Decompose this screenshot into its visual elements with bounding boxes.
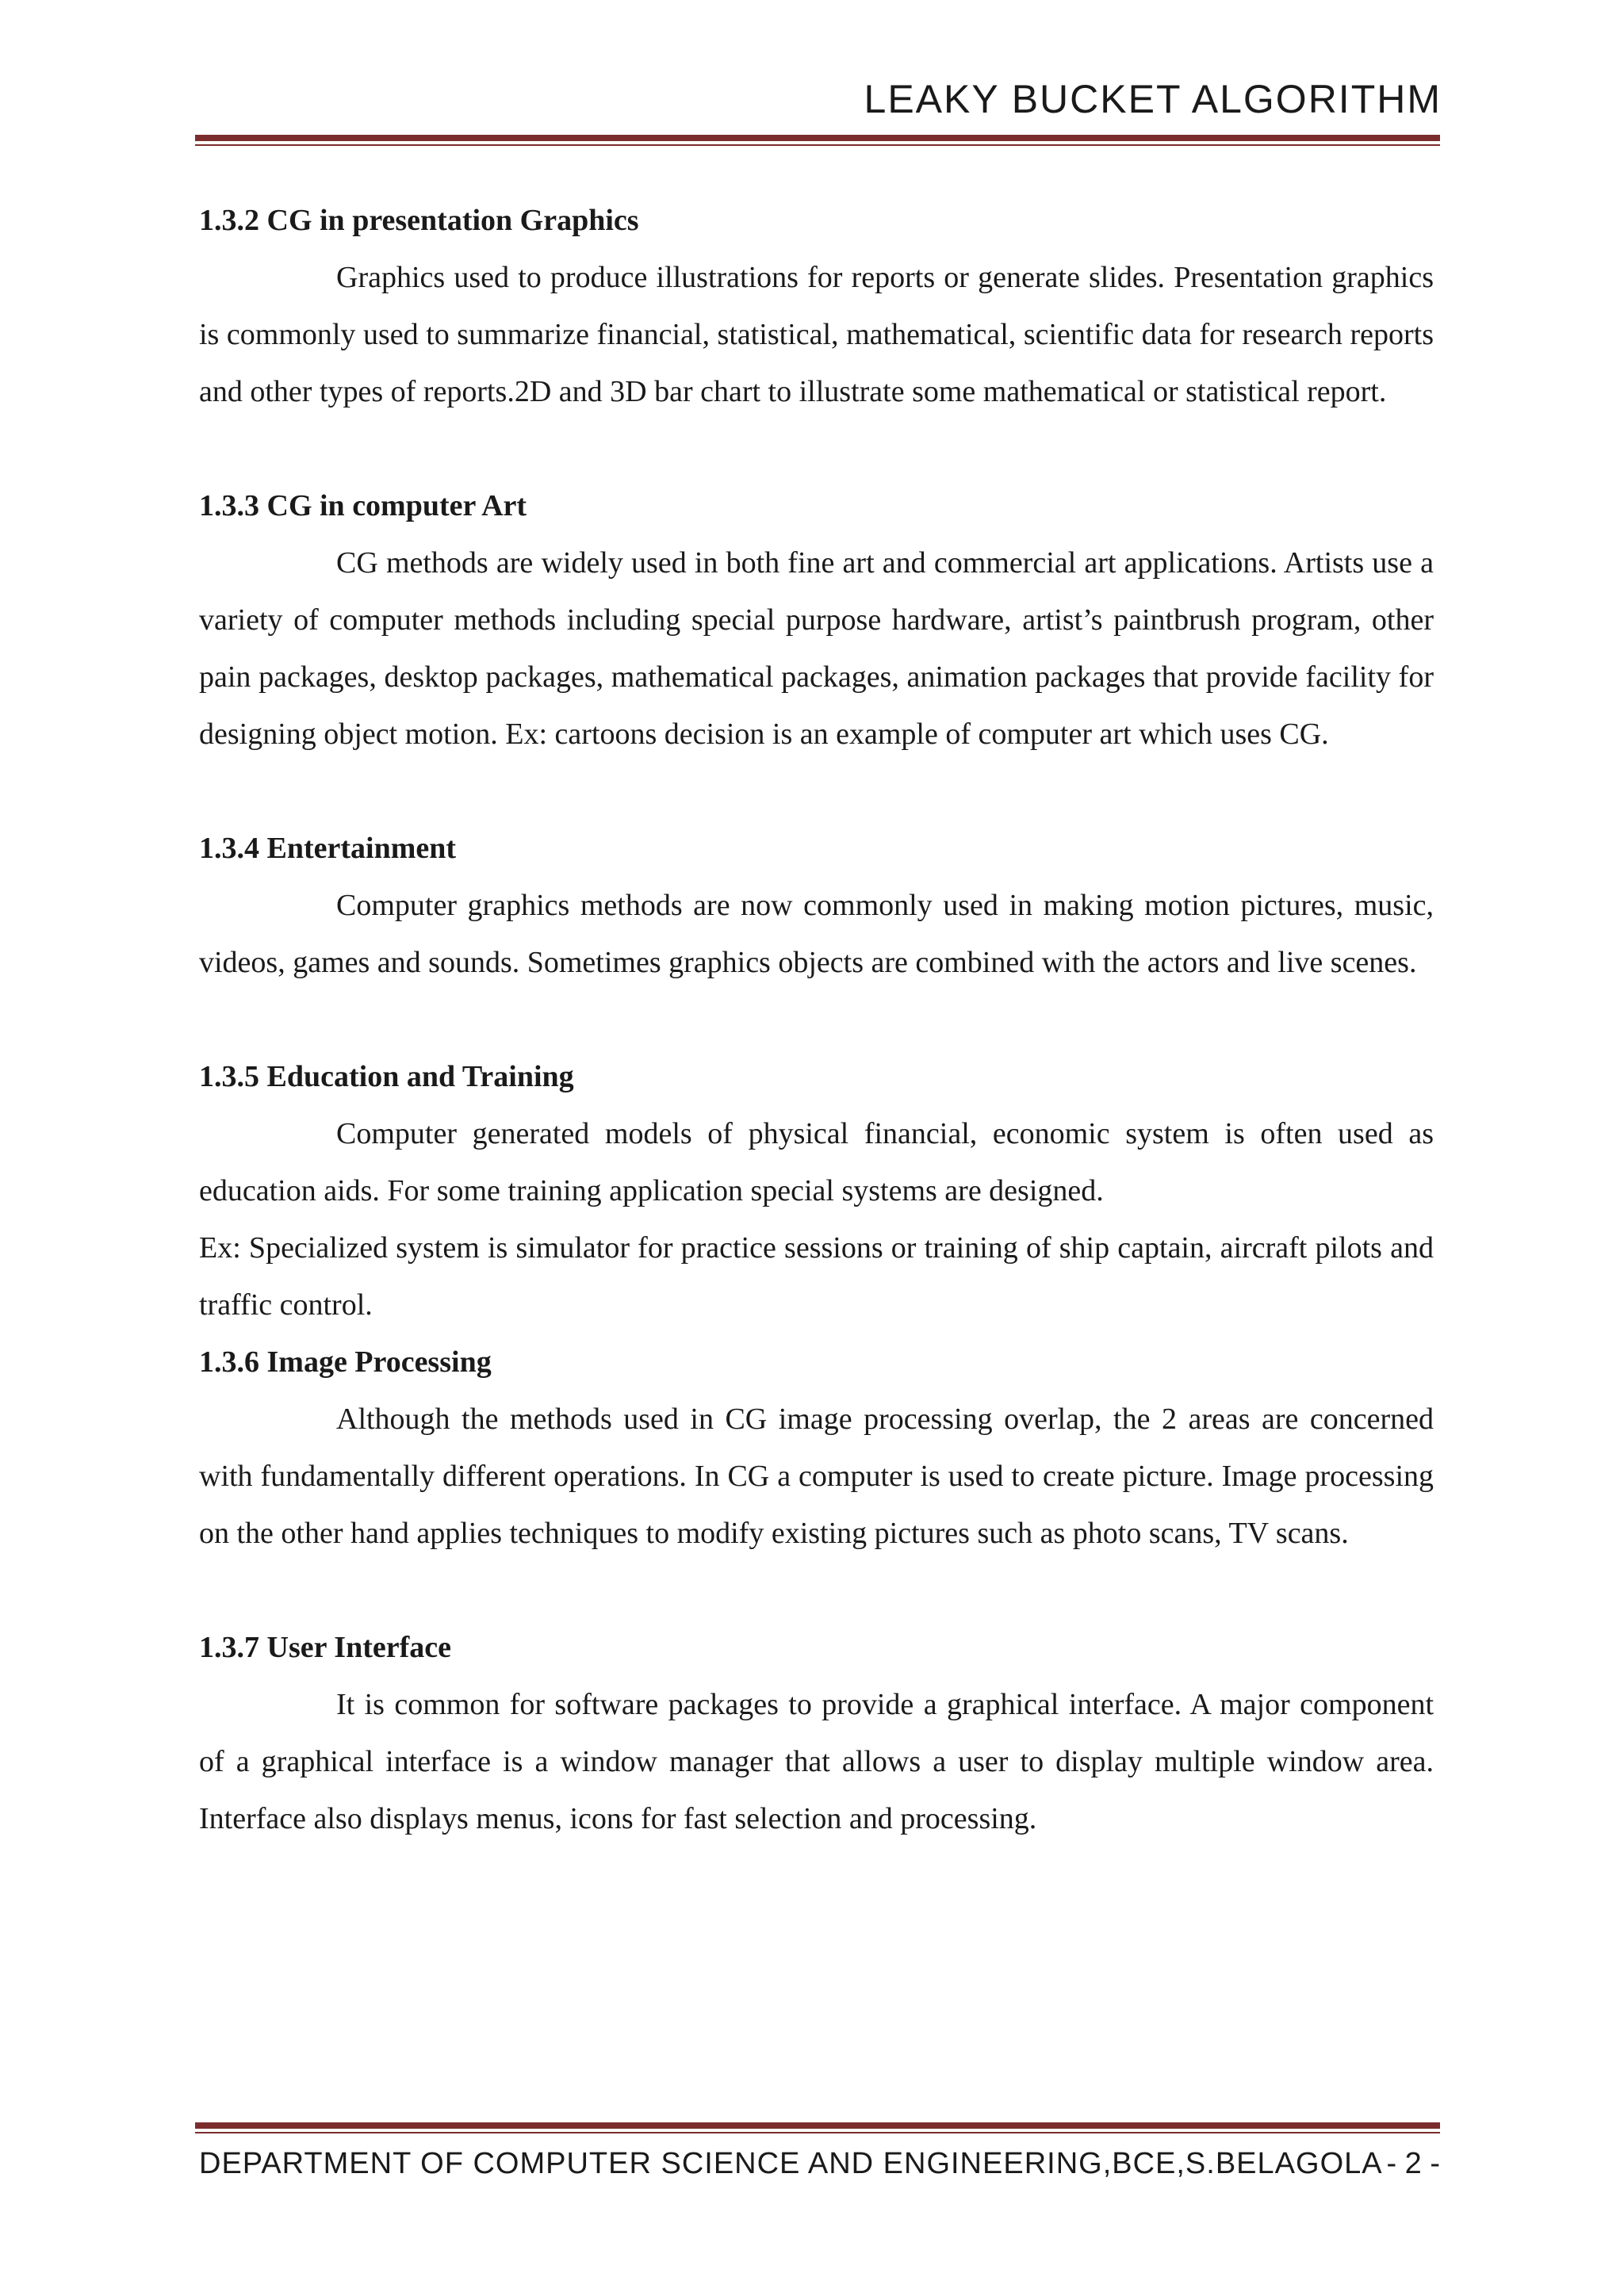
footer-rule-thick <box>195 2122 1440 2129</box>
section-paragraph-example: Ex: Specialized system is simulator for practice sessions or training of ship captain, aircraft pilots and traffic control. <box>199 1231 1434 1322</box>
section-entertainment <box>199 820 1434 991</box>
section-computer-art <box>199 477 1434 763</box>
section-paragraph: Computer graphics methods are now commonly used in making motion pictures, music, videos, games and sounds. Sometimes graphics objects are combined with the actors and live scenes. <box>199 889 1434 979</box>
section-spacer <box>199 991 1434 1048</box>
section-heading: 1.3.2 CG in presentation Graphics <box>199 204 639 237</box>
header-rule <box>195 135 1440 146</box>
section-heading: 1.3.6 Image Processing <box>199 1345 492 1379</box>
section-paragraph: CG methods are widely used in both fine art and commercial art applications. Artists use a variety of computer methods including special purpose hardware, artist’s paintbrush program, other pain packages, desktop packages, mathematical packages, animation packages that provide facility for designing object motion. Ex: cartoons decision is an example of computer art which uses CG. <box>199 546 1434 751</box>
section-spacer <box>199 1562 1434 1619</box>
section-education-training <box>199 1048 1434 1334</box>
header-rule-thin <box>195 144 1440 146</box>
page-body <box>199 192 1434 1847</box>
section-spacer <box>199 763 1434 820</box>
section-paragraph: Computer generated models of physical financial, economic system is often used as education aids. For some training application special systems are designed. <box>199 1117 1434 1207</box>
page-number: - 2 - <box>1386 2147 1440 2180</box>
footer-rule <box>195 2122 1440 2133</box>
section-heading: 1.3.7 User Interface <box>199 1631 451 1664</box>
section-paragraph: Although the methods used in CG image processing overlap, the 2 areas are concerned with fundamentally different operations. In CG a computer is used to create picture. Image processing on the other hand applies techniques to modify existing pictures such as photo scans, TV scans. <box>199 1402 1434 1550</box>
section-paragraph: It is common for software packages to provide a graphical interface. A major component of a graphical interface is a window manager that allows a user to display multiple window area. Interface also displays menus, icons for fast selection and processing. <box>199 1688 1434 1835</box>
header-title: LEAKY BUCKET ALGORITHM <box>864 77 1442 121</box>
section-paragraph: Graphics used to produce illustrations for reports or generate slides. Presentation graphics is commonly used to summarize financial, statistical, mathematical, scientific data for research reports and other types of reports.2D and 3D bar chart to illustrate some mathematical or statistical report. <box>199 261 1434 408</box>
footer-department: DEPARTMENT OF COMPUTER SCIENCE AND ENGINEERING,BCE,S.BELAGOLA <box>199 2147 1383 2180</box>
section-heading: 1.3.5 Education and Training <box>199 1060 574 1093</box>
section-presentation-graphics <box>199 192 1434 420</box>
header-rule-thick <box>195 135 1440 141</box>
section-heading: 1.3.4 Entertainment <box>199 832 457 865</box>
section-image-processing <box>199 1334 1434 1562</box>
footer-rule-thin <box>195 2132 1440 2133</box>
section-user-interface <box>199 1619 1434 1847</box>
section-heading: 1.3.3 CG in computer Art <box>199 489 527 522</box>
section-spacer <box>199 420 1434 477</box>
